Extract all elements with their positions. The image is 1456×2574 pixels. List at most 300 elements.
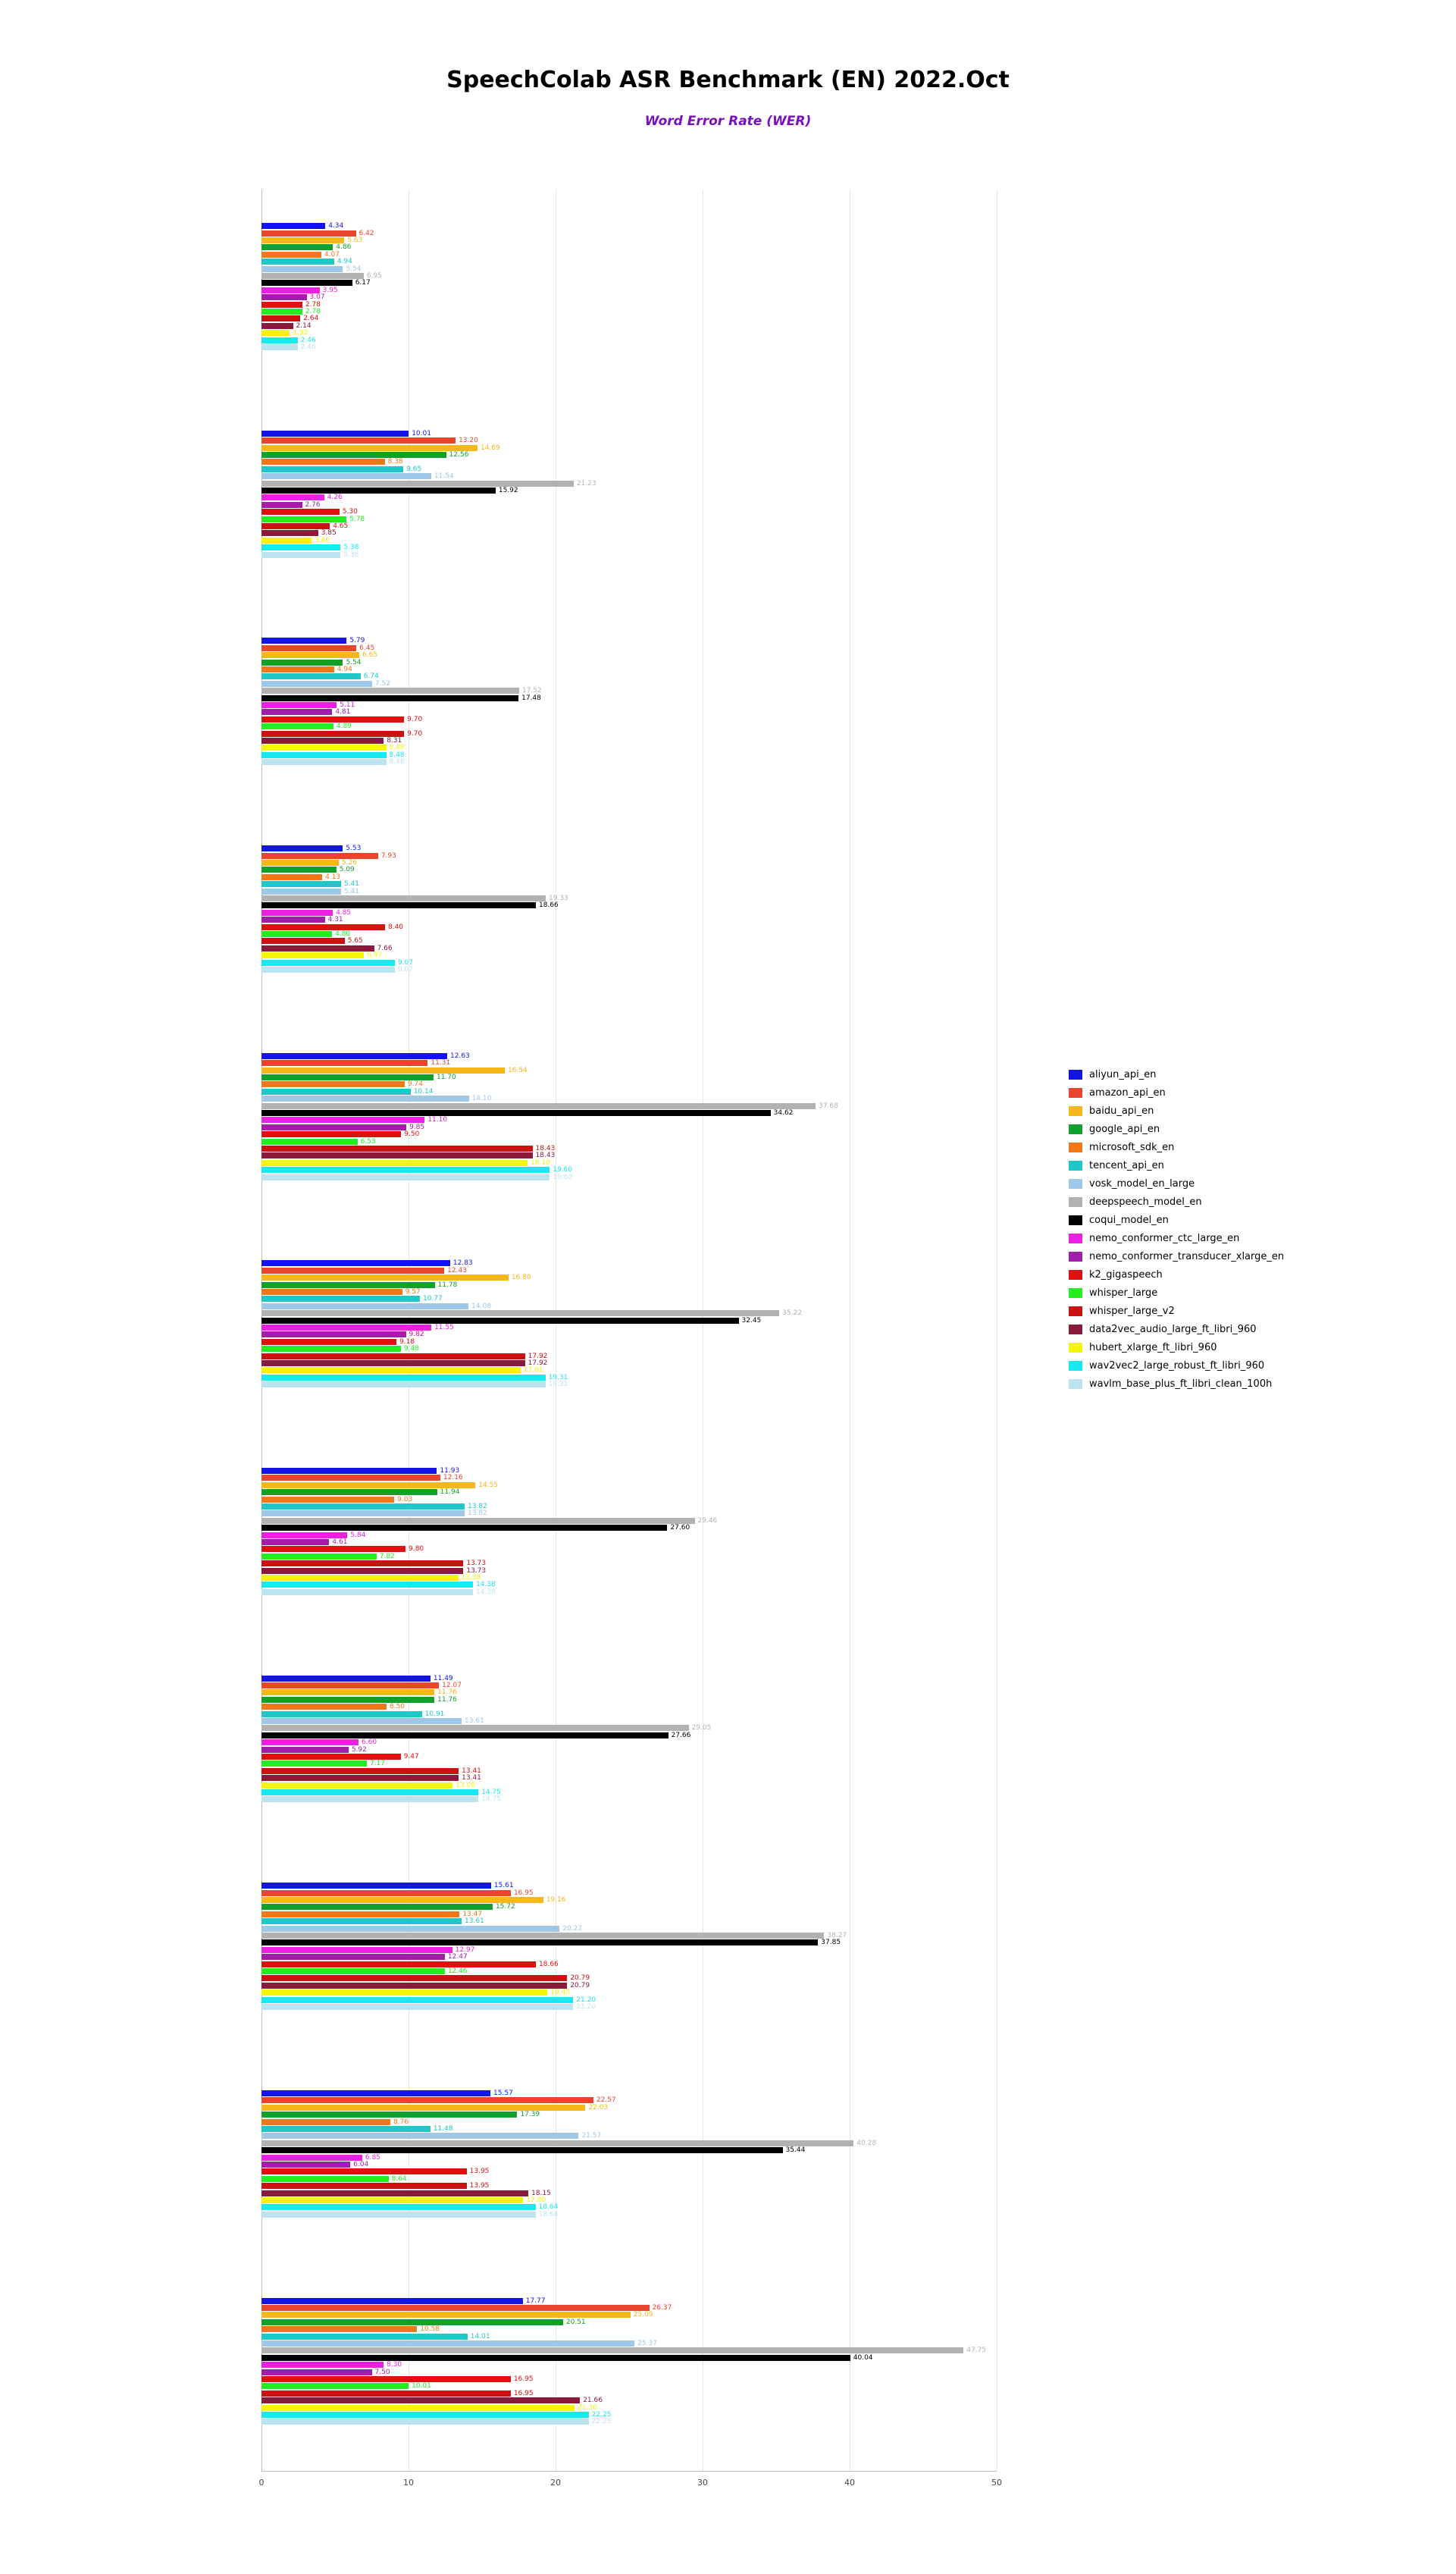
bar-value-label: 18.64 [538, 2210, 559, 2218]
bar [261, 960, 395, 966]
bar-value-label: 13.41 [462, 1767, 481, 1775]
bar [261, 1303, 468, 1309]
bar-value-label: 9.07 [397, 958, 413, 967]
bar-value-label: 19.16 [546, 1896, 566, 1905]
bar-value-label: 27.60 [670, 1524, 690, 1532]
bar-value-label: 19.31 [548, 1373, 568, 1381]
bar-value-label: 10.14 [413, 1087, 434, 1096]
bar-value-label: 14.55 [478, 1481, 499, 1489]
bar-value-label: 2.76 [305, 500, 321, 509]
bar-value-label: 4.26 [327, 494, 343, 502]
bar-value-label: 7.82 [379, 1552, 395, 1560]
bar-value-label: 4.07 [324, 250, 340, 259]
bar-value-label: 9.03 [397, 1495, 413, 1503]
bar-value-label: 7.66 [377, 944, 393, 952]
bar-value-label: 18.10 [531, 1158, 550, 1167]
bar [261, 1081, 405, 1087]
bar-value-label: 16.95 [513, 2375, 534, 2383]
bar [261, 738, 384, 744]
bar-value-label: 13.41 [462, 1774, 481, 1782]
bar [261, 889, 341, 895]
bar-value-label: 8.50 [389, 1703, 405, 1711]
bar [261, 2204, 536, 2210]
legend-item[interactable] [1069, 1065, 1284, 1083]
bar [261, 2090, 490, 2096]
bar-value-label: 3.07 [309, 293, 325, 302]
bar [261, 2212, 536, 2218]
bar [261, 1103, 816, 1109]
bar-value-label: 5.30 [342, 508, 358, 516]
bar-value-label: 21.57 [581, 2132, 602, 2140]
bar [261, 1568, 463, 1574]
bar [261, 1146, 533, 1152]
bar-value-label: 2.46 [300, 336, 316, 344]
bar [261, 1124, 406, 1130]
bar [261, 1954, 445, 1960]
legend-label: wav2vec2_large_robust_ft_libri_960 [1089, 1359, 1265, 1372]
bar-value-label: 8.48 [389, 751, 405, 759]
bar-value-label: 17.92 [528, 1352, 548, 1360]
bar [261, 1775, 459, 1781]
bar-value-label: 11.93 [440, 1467, 460, 1475]
bar-value-label: 21.20 [576, 2003, 596, 2011]
bar-value-label: 3.85 [321, 529, 337, 538]
bar [261, 1589, 473, 1595]
legend-item[interactable] [1069, 1229, 1284, 1247]
legend-item[interactable] [1069, 1120, 1284, 1138]
x-axis-tick-label: 30 [697, 2478, 708, 2488]
legend-label: data2vec_audio_large_ft_libri_960 [1089, 1323, 1257, 1335]
legend-color-swatch [1069, 1143, 1082, 1152]
bar-value-label: 20.79 [570, 1974, 590, 1983]
bar [261, 2340, 634, 2347]
bar [261, 481, 574, 487]
bar-value-label: 20.27 [562, 1924, 582, 1933]
legend-label: aliyun_api_en [1089, 1068, 1157, 1080]
bar-value-label: 11.78 [437, 1281, 458, 1289]
bar-value-label: 5.54 [346, 265, 362, 273]
legend-color-swatch [1069, 1361, 1082, 1371]
bar [261, 252, 321, 258]
bar-value-label: 14.08 [471, 1302, 491, 1310]
bar [261, 1582, 473, 1588]
bar-value-label: 5.41 [343, 880, 359, 889]
bar-value-label: 9.70 [407, 715, 423, 723]
bar-value-label: 19.60 [553, 1166, 572, 1174]
bar-value-label: 8.48 [389, 744, 405, 752]
bar-value-label: 34.62 [773, 1108, 794, 1117]
bar-value-label: 4.81 [335, 708, 351, 716]
bar [261, 437, 456, 444]
bar [261, 302, 302, 308]
bar-group [261, 223, 997, 351]
bar [261, 266, 343, 272]
bar-value-label: 10.01 [412, 429, 431, 437]
bar-value-label: 9.80 [409, 1545, 424, 1553]
legend-color-swatch [1069, 1179, 1082, 1189]
bar [261, 1961, 536, 1967]
bar-value-label: 9.48 [403, 1345, 419, 1353]
bar [261, 1933, 824, 1939]
bar [261, 673, 361, 679]
bar-value-label: 8.31 [387, 737, 402, 745]
bar-value-label: 5.79 [349, 637, 365, 645]
bar-value-label: 37.68 [818, 1102, 838, 1110]
bar-value-label: 40.28 [856, 2139, 877, 2147]
bar-value-label: 9.85 [409, 1123, 425, 1131]
bar-value-label: 14.38 [475, 1588, 496, 1596]
bar-value-label: 6.04 [353, 2160, 369, 2168]
bar-value-label: 6.53 [360, 1137, 376, 1146]
bar-value-label: 7.17 [370, 1760, 386, 1768]
bar [261, 1553, 377, 1560]
bar [261, 1760, 367, 1767]
bar [261, 2347, 963, 2353]
bar [261, 244, 333, 250]
legend-item[interactable] [1069, 1102, 1284, 1120]
bar [261, 910, 333, 916]
bar [261, 1089, 411, 1095]
bar [261, 445, 478, 451]
bar-value-label: 25.37 [637, 2339, 657, 2347]
bar-value-label: 22.03 [588, 2103, 609, 2112]
bar-value-label: 16.95 [513, 1889, 534, 1897]
bar [261, 1360, 525, 1366]
bar-value-label: 47.75 [966, 2347, 987, 2355]
bar-value-label: 13.73 [466, 1560, 487, 1568]
bar [261, 2126, 431, 2132]
bar [261, 1796, 478, 1802]
bar-value-label: 4.86 [336, 243, 352, 252]
bar [261, 745, 387, 751]
bar-value-label: 4.61 [332, 1538, 348, 1547]
bar [261, 1989, 547, 1996]
bar-group [261, 2090, 997, 2218]
bar-value-label: 35.22 [782, 1309, 803, 1318]
bar [261, 1739, 359, 1745]
bar [261, 1883, 491, 1889]
bar [261, 1539, 329, 1545]
bar-value-label: 9.47 [403, 1753, 419, 1761]
bar [261, 459, 385, 465]
bar [261, 867, 337, 873]
bar [261, 323, 293, 329]
bar [261, 1482, 475, 1488]
bar [261, 881, 341, 887]
bar [261, 452, 446, 458]
bar [261, 716, 404, 723]
bar-value-label: 8.48 [389, 758, 405, 767]
bar [261, 1926, 559, 1932]
bar-value-label: 12.43 [447, 1266, 467, 1274]
bar [261, 1503, 465, 1510]
legend-label: google_api_en [1089, 1123, 1160, 1135]
bar-value-label: 18.43 [535, 1152, 556, 1160]
bar [261, 1747, 349, 1753]
x-axis-tick-label: 20 [550, 2478, 561, 2488]
bar-value-label: 14.75 [481, 1795, 501, 1804]
legend-item[interactable] [1069, 1265, 1284, 1284]
bar-value-label: 4.13 [325, 873, 341, 881]
bar-value-label: 1.92 [293, 329, 308, 337]
legend-label: vosk_model_en_large [1089, 1177, 1195, 1190]
bar-value-label: 6.65 [362, 651, 378, 660]
bar [261, 1711, 422, 1717]
x-axis-line [261, 2471, 997, 2472]
bar [261, 1725, 689, 1731]
bar [261, 845, 343, 851]
bar [261, 2162, 350, 2168]
bar [261, 1997, 573, 2003]
bar [261, 967, 395, 973]
bar-value-label: 6.60 [362, 1738, 377, 1747]
bar-value-label: 15.72 [495, 1903, 515, 1911]
legend-color-swatch [1069, 1306, 1082, 1316]
bar [261, 337, 298, 343]
bar [261, 1060, 427, 1066]
bar [261, 902, 536, 908]
bar-value-label: 13.00 [456, 1781, 475, 1789]
bar [261, 1697, 434, 1703]
bar-value-label: 10.58 [420, 2325, 440, 2334]
bar [261, 259, 334, 265]
legend-color-swatch [1069, 1234, 1082, 1243]
bar-value-label: 19.31 [548, 1381, 568, 1389]
bar-value-label: 8.38 [387, 458, 403, 466]
bar [261, 2155, 362, 2161]
legend-color-swatch [1069, 1197, 1082, 1207]
legend-label: baidu_api_en [1089, 1105, 1154, 1117]
bar [261, 1339, 396, 1345]
bar-value-label: 5.54 [346, 658, 362, 666]
legend-item[interactable] [1069, 1138, 1284, 1156]
bar-value-label: 13.82 [468, 1510, 487, 1518]
legend-color-swatch [1069, 1106, 1082, 1116]
bar [261, 1318, 739, 1324]
bar-value-label: 3.40 [314, 536, 330, 544]
bar [261, 1331, 406, 1337]
bar [261, 853, 378, 859]
bar [261, 1310, 779, 1316]
bar [261, 1983, 567, 1989]
bar-value-label: 11.94 [440, 1488, 460, 1497]
bar [261, 1768, 459, 1774]
legend-item[interactable] [1069, 1156, 1284, 1174]
bar-value-label: 29.05 [691, 1724, 712, 1732]
bar [261, 2176, 389, 2182]
bar [261, 1904, 493, 1910]
bar [261, 1367, 521, 1373]
bar-value-label: 4.34 [328, 222, 344, 230]
bar [261, 1468, 437, 1474]
bar-value-label: 12.46 [447, 1967, 468, 1976]
bar-value-label: 12.63 [450, 1052, 470, 1060]
legend-item[interactable] [1069, 1284, 1284, 1302]
bar-value-label: 15.57 [493, 2089, 513, 2097]
bar-value-label: 13.73 [466, 1566, 487, 1575]
bar [261, 645, 356, 651]
bar [261, 2391, 511, 2397]
legend-item[interactable] [1069, 1375, 1284, 1393]
bar-value-label: 18.43 [535, 1144, 556, 1152]
bar-value-label: 13.95 [469, 2168, 490, 2176]
bar-value-label: 8.40 [387, 923, 403, 931]
bar-value-label: 5.41 [343, 887, 359, 895]
bar-value-label: 6.95 [366, 272, 382, 280]
legend-label: whisper_large_v2 [1089, 1305, 1175, 1317]
bar-value-label: 10.91 [424, 1710, 445, 1718]
bar [261, 945, 374, 952]
legend-color-swatch [1069, 1343, 1082, 1353]
bar [261, 1789, 478, 1795]
legend-color-swatch [1069, 1379, 1082, 1389]
bar [261, 1068, 505, 1074]
legend-label: coqui_model_en [1089, 1214, 1169, 1226]
bar [261, 2183, 467, 2189]
bar [261, 652, 359, 658]
x-axis-tick-label: 50 [991, 2478, 1002, 2488]
bar-value-label: 9.57 [405, 1287, 421, 1296]
bar-group [261, 1676, 997, 1804]
bar-value-label: 17.61 [523, 1366, 543, 1375]
bar [261, 1110, 771, 1116]
bar-group [261, 845, 997, 973]
bar-value-label: 13.61 [465, 1717, 484, 1726]
legend-item[interactable] [1069, 1320, 1284, 1338]
x-axis-tick-label: 40 [844, 2478, 855, 2488]
legend-item[interactable] [1069, 1211, 1284, 1229]
legend-color-swatch [1069, 1288, 1082, 1298]
bar [261, 1096, 469, 1102]
bar-value-label: 13.20 [459, 437, 478, 445]
bar [261, 516, 346, 522]
bar-value-label: 16.80 [511, 1274, 531, 1282]
bar [261, 1560, 463, 1566]
bar [261, 1689, 434, 1695]
bar-value-label: 9.70 [407, 729, 423, 738]
bar-value-label: 37.85 [821, 1939, 841, 1947]
bar [261, 230, 356, 237]
bar [261, 1575, 459, 1581]
bar-value-label: 13.95 [469, 2182, 490, 2190]
bar [261, 2369, 372, 2375]
bar [261, 2197, 523, 2203]
bar [261, 2119, 390, 2125]
chart-legend [1069, 1065, 1284, 1393]
bar-value-label: 12.83 [452, 1259, 473, 1268]
bar [261, 1489, 437, 1495]
bar [261, 1260, 450, 1266]
bar [261, 1053, 447, 1059]
bar [261, 1718, 462, 1724]
bar-value-label: 19.60 [553, 1173, 572, 1181]
bar-value-label: 4.65 [333, 522, 349, 531]
bar-value-label: 11.10 [427, 1116, 448, 1124]
bar-value-label: 11.49 [433, 1674, 453, 1682]
bar [261, 1525, 667, 1531]
bar [261, 309, 302, 315]
bar-value-label: 14.01 [470, 2332, 490, 2340]
bar [261, 752, 387, 758]
bar-value-label: 5.09 [339, 866, 355, 874]
legend-item[interactable] [1069, 1193, 1284, 1211]
bar [261, 1968, 445, 1974]
bar [261, 2419, 589, 2425]
bar [261, 1897, 543, 1903]
bar [261, 431, 409, 437]
bar [261, 1346, 401, 1352]
bar [261, 223, 325, 229]
bar [261, 759, 387, 765]
legend-label: amazon_api_en [1089, 1086, 1166, 1099]
legend-item[interactable] [1069, 1302, 1284, 1320]
legend-item[interactable] [1069, 1247, 1284, 1265]
bar [261, 466, 403, 472]
legend-label: nemo_conformer_transducer_xlarge_en [1089, 1250, 1285, 1262]
bar [261, 494, 324, 500]
legend-color-swatch [1069, 1070, 1082, 1080]
legend-label: tencent_api_en [1089, 1159, 1164, 1171]
bar [261, 709, 332, 715]
bar-value-label: 5.11 [340, 701, 355, 710]
bar [261, 1289, 402, 1295]
x-axis-tick-label: 10 [403, 2478, 414, 2488]
legend-color-swatch [1069, 1215, 1082, 1225]
bar-value-label: 13.47 [462, 1910, 483, 1918]
bar [261, 1174, 550, 1180]
bar-value-label: 9.74 [407, 1080, 423, 1089]
bar-value-label: 21.30 [578, 2403, 597, 2412]
bar [261, 2168, 467, 2174]
bar-value-label: 25.09 [633, 2311, 653, 2319]
bar [261, 1782, 452, 1789]
bar-value-label: 5.53 [346, 845, 362, 853]
bar-value-label: 11.70 [436, 1073, 456, 1081]
legend-color-swatch [1069, 1088, 1082, 1098]
bar-value-label: 11.54 [434, 472, 454, 481]
bar-value-label: 14.38 [475, 1581, 496, 1589]
bar [261, 2133, 578, 2139]
bar [261, 488, 496, 494]
bar [261, 315, 300, 321]
bar-value-label: 5.38 [343, 550, 359, 559]
bar-value-label: 26.37 [652, 2303, 672, 2312]
bar-value-label: 8.30 [387, 2361, 402, 2369]
x-axis-tick-label: 0 [258, 2478, 265, 2488]
bar [261, 931, 332, 937]
legend-item[interactable] [1069, 1338, 1284, 1356]
bar-group [261, 1883, 997, 2011]
bar-group [261, 638, 997, 766]
bar-value-label: 17.52 [521, 687, 542, 695]
bar-value-label: 8.64 [391, 2174, 407, 2183]
bar-value-label: 14.10 [471, 1095, 492, 1103]
legend-item[interactable] [1069, 1083, 1284, 1102]
legend-label: deepspeech_model_en [1089, 1196, 1202, 1208]
bar [261, 2190, 528, 2196]
chart-title: SpeechColab ASR Benchmark (EN) 2022.Oct [446, 67, 1010, 93]
bar-value-label: 32.45 [741, 1316, 762, 1325]
bar-value-label: 4.94 [337, 258, 352, 266]
bar-value-label: 14.75 [481, 1789, 501, 1797]
legend-item[interactable] [1069, 1174, 1284, 1193]
bar [261, 2140, 853, 2146]
legend-item[interactable] [1069, 1356, 1284, 1375]
bar [261, 666, 334, 673]
bar-value-label: 17.77 [525, 2297, 546, 2305]
bar [261, 1704, 387, 1710]
bar [261, 874, 322, 880]
